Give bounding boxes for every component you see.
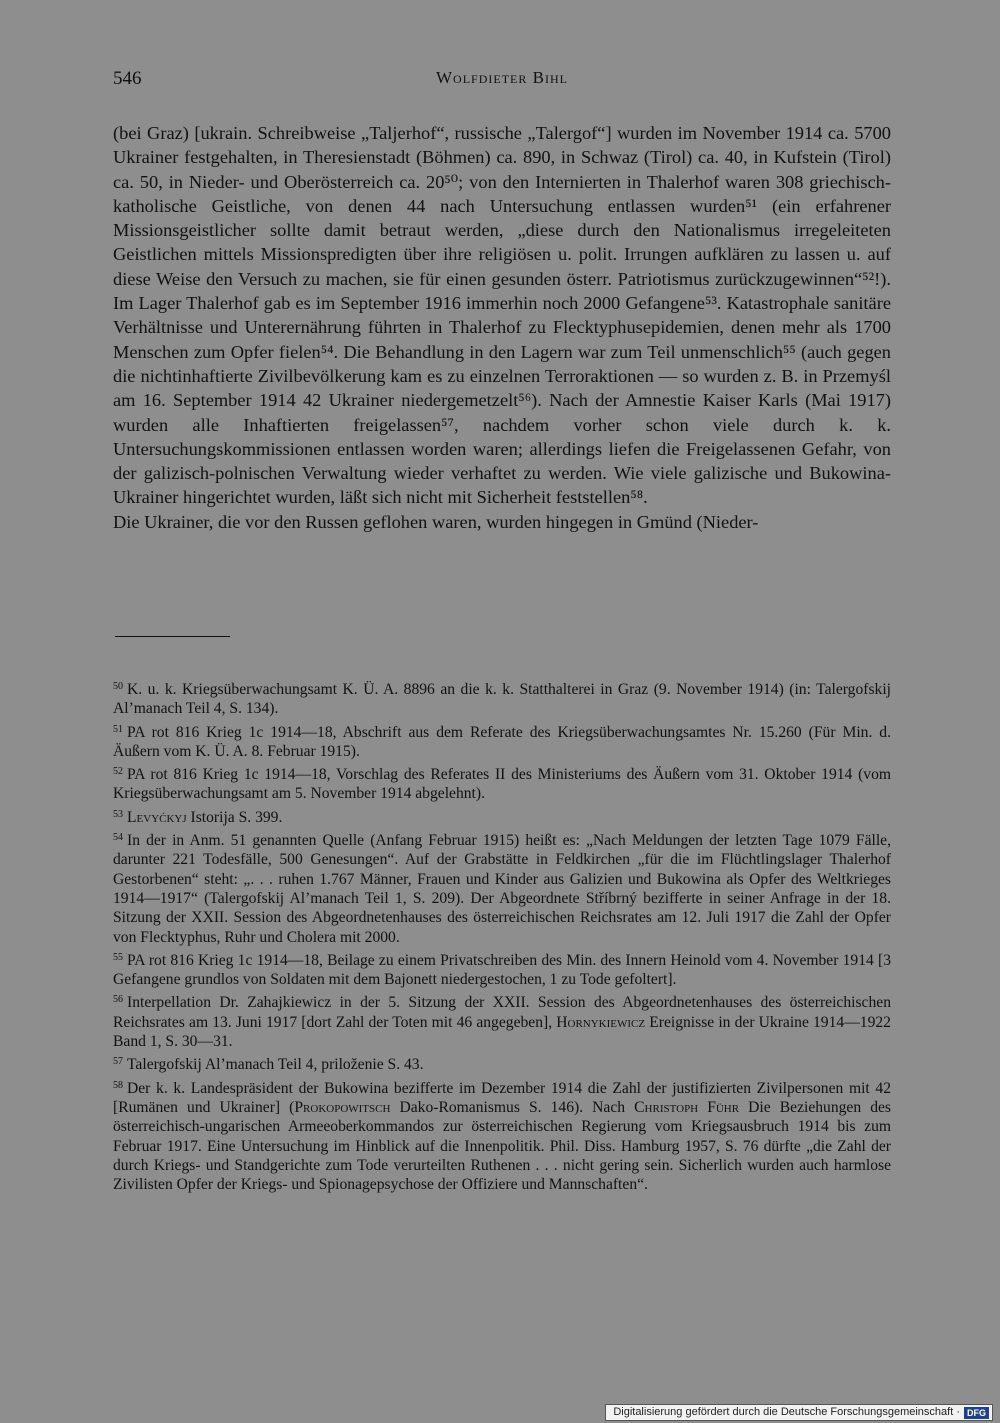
footnote-author: Levyćkyj — [127, 808, 187, 826]
footnote-rule — [115, 636, 230, 637]
body-paragraph: (bei Graz) [ukrain. Schreibweise „Taljerhof“, russische „Talergof“] wurden im November 1914 ca. 5700 Ukrainer festgehalten, in Theresienstadt (Böhmen) ca. 890, in Schwaz (Tirol) ca. 40, in Kufstein (Tirol) ca. 50, in Nieder- und Oberösterreich ca. 20⁵⁰; von den Internierten in Thalerhof waren 308 griechisch-katholische Geistliche, von denen 44 nach Untersuchung entlassen wurden⁵¹ (ein erfahrener Missionsgeistlicher sollte damit betraut werden, „diese durch den Nationalismus irregeleiteten Geistlichen mittels Missionspredigten über ihre religiösen u. polit. Irrungen aufklären zu lassen u. auf diese Weise den Versuch zu machen, sie für einen gesunden österr. Patriotismus zurückzugewinnen“⁵²!). Im Lager Thalerhof gab es im September 1916 immerhin noch 2000 Gefangene⁵³. Katastrophale sanitäre Verhältnisse und Unterernährung führten in Thalerhof zu Flecktyphusepidemien, denen mehr als 1700 Menschen zum Opfer fielen⁵⁴. Die Behandlung in den Lagern war zum Teil unmenschlich⁵⁵ (auch gegen die nichtinhaftierte Zivilbevölkerung kam es zu einzelnen Terroraktionen — so wurden z. B. in Przemyśl am 16. September 1914 42 Ukrainer niedergemetzelt⁵⁶). Nach der Amnestie Kaiser Karls (Mai 1917) wurden alle Inhaftierten freigelassen⁵⁷, nachdem vorher schon viele durch k. k. Untersuchungskommissionen entlassen worden waren; allerdings liefen die Freigelassenen Gefahr, von der galizisch-polnischen Verwaltung wieder verhaftet zu werden. Wie viele galizische und Bukowina-Ukrainer hingerichtet wurden, läßt sich nicht mit Sicherheit feststellen⁵⁸. — [113, 123, 891, 508]
footnote-text: K. u. k. Kriegsüberwachungsamt K. Ü. A. 8896 an die k. k. Statthalterei in Graz (9. November 1914) (in: Talergofskij Al’manach Teil 4, S. 134). — [113, 681, 891, 718]
footnote-text: Ereignisse in der Ukraine 1914—1922 Band 1, S. 30—31. — [113, 1013, 891, 1051]
page-number: 546 — [113, 68, 142, 89]
footnote — [113, 1052, 891, 1074]
footnote-text: Dako-Romanismus S. 146). Nach — [390, 1098, 635, 1116]
footnote-text: Interpellation Dr. Zahajkiewicz in der 5. Sitzung der XXII. Session des Abgeordnetenhauses des österreichischen Reichsrates am 13. Juni 1917 [dort Zahl der Toten mit 46 angegeben], — [113, 994, 891, 1031]
digitization-credit-bar — [605, 1404, 993, 1421]
footnote — [113, 1076, 891, 1195]
footnote-number: 52 — [113, 766, 123, 778]
footnote-author: Prokopowitsch — [294, 1098, 391, 1116]
digitization-credit-text: Digitalisierung gefördert durch die Deutsche Forschungsgemeinschaft · — [613, 1406, 960, 1418]
footnote — [113, 720, 891, 762]
footnote-number: 55 — [113, 951, 123, 963]
footnote-number: 53 — [113, 808, 123, 820]
footnote-text: PA rot 816 Krieg 1c 1914—18, Abschrift aus dem Referate des Kriegsüberwachungsamtes Nr. 15.260 (Für Min. d. Äußern vom K. Ü. A. 8. Februar 1915). — [113, 723, 891, 760]
footnote-text: Istorija S. 399. — [186, 808, 283, 826]
footnote-text: In der in Anm. 51 genannten Quelle (Anfang Februar 1915) heißt es: „Nach Meldungen der letzten Tage 1079 Fälle, darunter 221 Todesfälle, 500 Genesungen“. Auf der Grabstätte in Feldkirchen „für die im Flüchtlingslager Thalerhof Gestorbenen“ steht: „. . . ruhen 1.767 Männer, Frauen und Kinder aus Galizien und Bukowina als Opfer des Weltkrieges 1914—1917“ (Talergofskij Al’manach Teil 1, S. 209). Der Abgeordnete Stříbrný bezifferte in seiner Anfrage in der 18. Sitzung der XXII. Session des Abgeordnetenhauses des österreichischen Reichsrates am 12. Juli 1917 die Zahl der Opfer von Flecktyphus, Ruhr und Cholera mit 2000. — [113, 832, 891, 946]
footnote — [113, 948, 891, 990]
page-header — [113, 68, 891, 96]
main-text — [113, 121, 891, 534]
footnote-number: 50 — [113, 681, 123, 692]
footnote — [113, 828, 891, 947]
footnote-number: 54 — [113, 832, 123, 844]
footnote — [113, 990, 891, 1051]
footnote-author: Christoph Führ — [634, 1098, 740, 1116]
footnote — [113, 762, 891, 804]
footnotes — [113, 677, 891, 1195]
footnote — [113, 677, 891, 719]
footnote-author: Hornykiewicz — [556, 1013, 646, 1031]
footnote-text: PA rot 816 Krieg 1c 1914—18, Beilage zu einem Privatschreiben des Min. des Innern Heinold vom 4. November 1914 [3 Gefangene grundlos von Soldaten mit dem Bajonett niedergestochen, 1 zu Tode gefoltert]. — [113, 951, 891, 989]
running-head: Wolfdieter Bihl — [436, 68, 568, 87]
footnote-text: Die Beziehungen des österreichisch-ungarischen Armeeoberkommandos zur österreichischen Regierung vom Kriegsausbruch 1914 bis zum Februar 1917. Eine Untersuchung im Hinblick auf die Innenpolitik. Phil. Diss. Hamburg 1957, S. 76 dürfte „die Zahl der durch Kriegs- und Standgerichte zum Tode verurteilten Ruthenen . . . nicht gering sein. Sicherlich wurden auch harmlose Zivilisten Opfer der Kriegs- und Spionagepsychose der Offiziere und Mannschaften“. — [113, 1098, 891, 1194]
footnote-number: 57 — [113, 1056, 123, 1068]
footnote-text: Talergofskij Al’manach Teil 4, priloženie S. 43. — [127, 1056, 424, 1074]
footnote-number: 51 — [113, 723, 123, 735]
footnote-text: PA rot 816 Krieg 1c 1914—18, Vorschlag des Referates II des Ministeriums des Äußern vom 31. Oktober 1914 (vom Kriegsüberwachungsamt am 5. November 1914 abgelehnt). — [113, 766, 891, 803]
dfg-logo: DFG — [964, 1407, 989, 1419]
footnote-text: Der k. k. Landespräsident der Bukowina bezifferte im Dezember 1914 die Zahl der justifizierten Zivilpersonen mit 42 [Rumänen und Ukrainer] ( — [113, 1079, 891, 1116]
body-paragraph: Die Ukrainer, die vor den Russen geflohen waren, wurden hingegen in Gmünd (Nieder- — [113, 511, 759, 532]
footnote-number: 58 — [113, 1079, 123, 1091]
footnote — [113, 805, 891, 827]
footnote-number: 56 — [113, 994, 123, 1006]
